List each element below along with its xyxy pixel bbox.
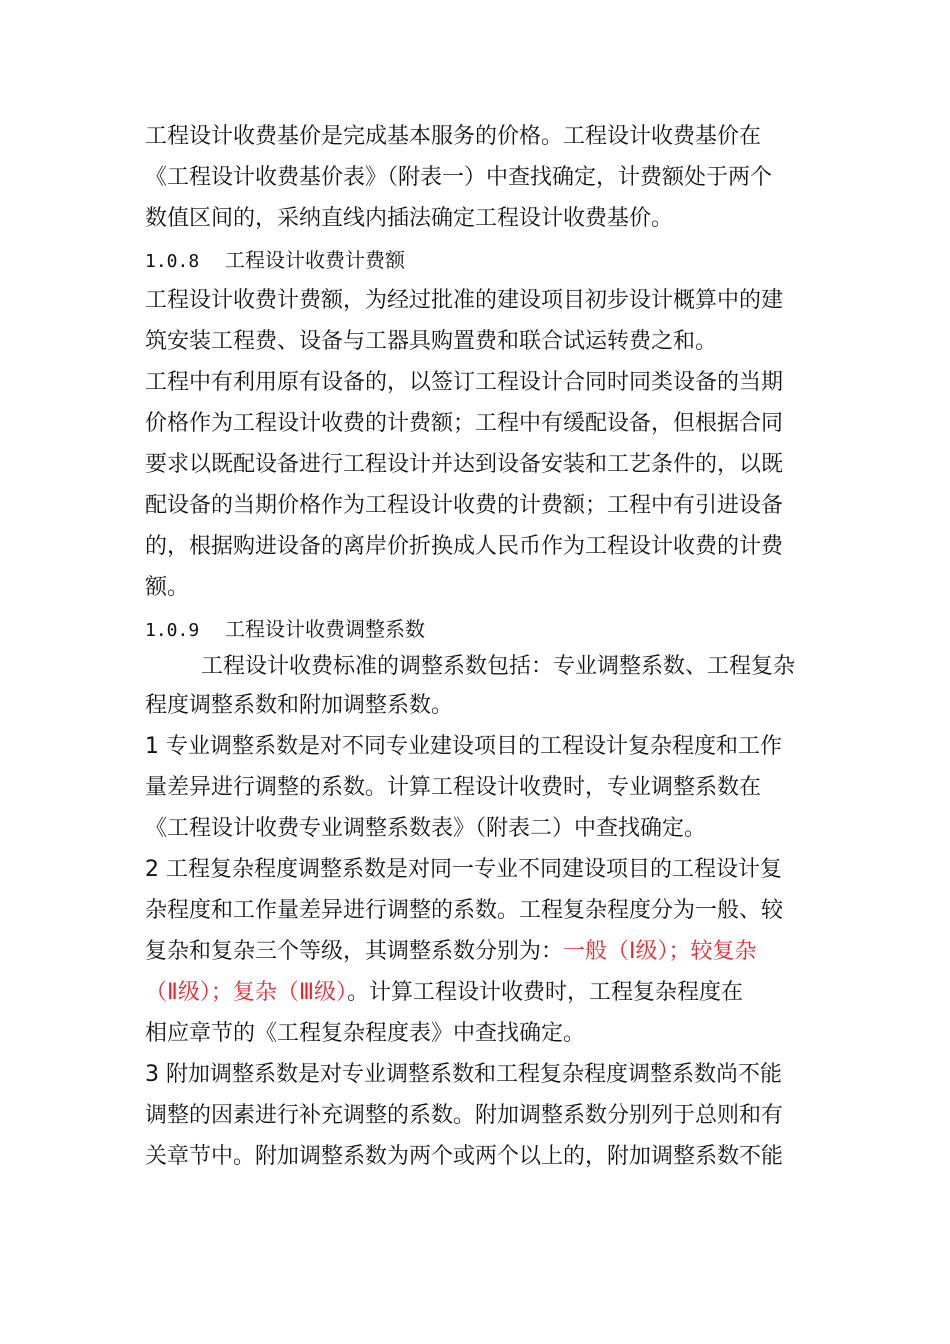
body-line: 调整的因素进行补充调整的系数。附加调整系数分别列于总则和有 [145, 1103, 784, 1128]
body-line: 工程设计收费计费额，为经过批准的建设项目初步设计概算中的建 [145, 288, 784, 313]
highlighted-text: 一般（Ⅰ级）；较复杂 [563, 939, 757, 964]
body-line: 杂程度和工作量差异进行调整的系数。工程复杂程度分为一般、较 [145, 898, 784, 923]
body-line: 要求以既配设备进行工程设计并达到设备安装和工艺条件的，以既 [145, 452, 784, 477]
body-line: 关章节中。附加调整系数为两个或两个以上的，附加调整系数不能 [145, 1144, 784, 1169]
body-line: 《工程设计收费基价表》（附表一）中查找确定，计费额处于两个 [145, 165, 773, 190]
highlighted-text: （Ⅱ级）；复杂（Ⅲ级） [145, 980, 347, 1005]
body-text: 。计算工程设计收费时，工程复杂程度在 [347, 980, 744, 1005]
body-line-indented: 工程设计收费标准的调整系数包括：专业调整系数、工程复杂 [201, 654, 796, 679]
section-heading-1-0-9 [145, 612, 425, 646]
body-line: 3 附加调整系数是对专业调整系数和工程复杂程度调整系数尚不能 [145, 1062, 782, 1087]
body-line: 数值区间的，采纳直线内插法确定工程设计收费基价。 [145, 206, 674, 231]
body-line: 2 工程复杂程度调整系数是对同一专业不同建设项目的工程设计复 [145, 857, 782, 882]
section-number: 1.0.8 [145, 251, 200, 272]
body-line: 《工程设计收费专业调整系数表》（附表二）中查找确定。 [145, 816, 707, 841]
body-line: 工程中有利用原有设备的，以签订工程设计合同时同类设备的当期 [145, 370, 784, 395]
section-heading-1-0-8 [145, 243, 405, 277]
body-line: 1 专业调整系数是对不同专业建设项目的工程设计复杂程度和工作 [145, 734, 782, 759]
body-line [145, 976, 743, 1010]
body-line: 相应章节的《工程复杂程度表》中查找确定。 [145, 1021, 586, 1046]
body-line: 量差异进行调整的系数。计算工程设计收费时，专业调整系数在 [145, 775, 762, 800]
body-line: 配设备的当期价格作为工程设计收费的计费额；工程中有引进设备 [145, 493, 784, 518]
body-text: 复杂和复杂三个等级，其调整系数分别为： [145, 939, 564, 964]
body-line: 筑安装工程费、设备与工器具购置费和联合试运转费之和。 [145, 329, 718, 354]
body-line: 价格作为工程设计收费的计费额；工程中有缓配设备，但根据合同 [145, 411, 784, 436]
body-line [145, 935, 757, 969]
body-line: 额。 [145, 575, 190, 600]
body-line: 的，根据购进设备的离岸价折换成人民币作为工程设计收费的计费 [145, 534, 784, 559]
section-title: 工程设计收费计费额 [225, 248, 405, 272]
section-number: 1.0.9 [145, 620, 200, 641]
section-title: 工程设计收费调整系数 [225, 617, 425, 641]
body-line: 程度调整系数和附加调整系数。 [145, 693, 454, 718]
body-line: 工程设计收费基价是完成基本服务的价格。工程设计收费基价在 [145, 124, 762, 149]
